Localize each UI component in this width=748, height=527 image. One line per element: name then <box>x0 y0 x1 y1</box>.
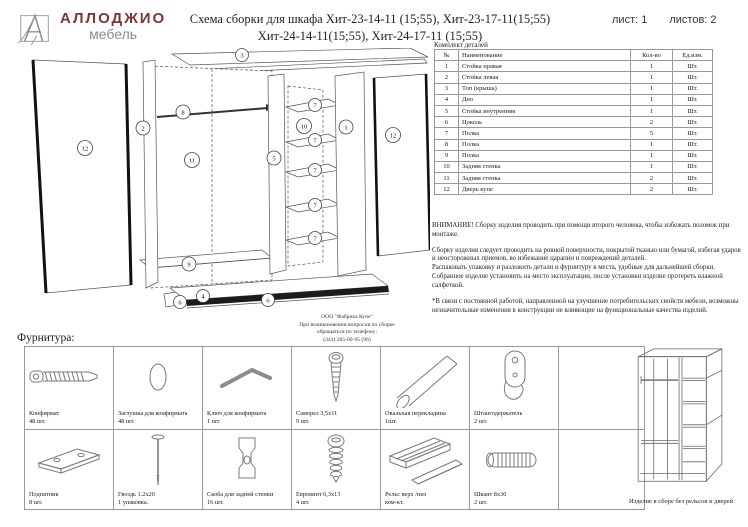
table-row: 12 Дверь купе 2 Шт. <box>435 184 713 195</box>
assembled-caption: Изделие в сборе без рельсов и дверей <box>628 498 734 505</box>
svg-text:8: 8 <box>181 109 185 117</box>
table-row: 11 Задняя стенка 2 Шт. <box>435 173 713 184</box>
right-door-part <box>374 74 430 256</box>
confirmat-screw-icon <box>27 364 111 390</box>
svg-text:10: 10 <box>300 123 308 131</box>
svg-text:1: 1 <box>344 124 348 132</box>
svg-text:7: 7 <box>313 235 317 243</box>
parts-table <box>434 49 713 195</box>
table-row: 6 Цоколь 2 Шт. <box>435 117 713 128</box>
svg-text:5: 5 <box>272 155 276 163</box>
svg-text:11: 11 <box>188 157 196 165</box>
logo-mark-icon <box>16 10 54 46</box>
page-title <box>175 11 565 45</box>
cap-icon <box>116 362 200 392</box>
table-row: 5 Стойка внутренняя 1 Шт. <box>435 105 713 116</box>
svg-text:7: 7 <box>313 102 317 110</box>
warning-text: ВНИМАНИЕ! Сборку изделия проводить при помощи второго человека, чтобы избежать поломок при монтаже. <box>432 222 730 238</box>
table-row: 7 Полка 5 Шт. <box>435 128 713 139</box>
dowel-icon <box>476 444 552 476</box>
svg-text:2: 2 <box>141 125 145 133</box>
foot-plate-icon <box>31 439 107 481</box>
table-row: 9 Полка 1 Шт. <box>435 150 713 161</box>
svg-text:12: 12 <box>81 145 89 153</box>
note-text: Распаковать упаковку и разложить детали и фурнитуру в места, удобные для дальнейшей сборки. <box>432 264 715 272</box>
fitting-cell: Саморез 3,5х11 9 шт. <box>291 346 380 429</box>
brand-subtitle: мебель <box>89 26 138 42</box>
table-row: 3 Топ (крыша) 1 Шт. <box>435 83 713 94</box>
rod-holder-icon <box>491 347 537 407</box>
svg-text:7: 7 <box>313 137 317 145</box>
right-stand-part <box>335 72 366 276</box>
table-row: 10 Задняя стенка 1 Шт. <box>435 161 713 172</box>
fitting-cell: Ключ для конфирмата 1 шт. <box>202 346 291 429</box>
oval-rod-icon <box>383 346 467 408</box>
sheet-info <box>612 14 742 26</box>
left-stand-part <box>143 60 158 288</box>
svg-text:3: 3 <box>240 52 244 60</box>
fittings-table <box>24 346 645 510</box>
fitting-cell: Шкант 8х30 2 шт. <box>469 429 558 510</box>
euro-screw-icon <box>321 432 351 488</box>
svg-text:6: 6 <box>178 299 182 307</box>
fittings-section-label: Фурнитура: <box>17 332 75 344</box>
svg-text:9: 9 <box>187 261 191 269</box>
title-line-1: Схема сборки для шкафа Хит-23-14-11 (15;55), Хит-23-17-11(15;55) <box>189 12 551 26</box>
parts-section-label: Комплект деталей <box>434 41 488 49</box>
hex-key-icon <box>212 362 282 392</box>
fitting-cell: Рельс верх /низ ком-кт. <box>380 429 469 510</box>
brand-name: АЛЛОДЖИО <box>60 10 167 27</box>
table-row: 1 Стойка правая 1 Шт. <box>435 61 713 72</box>
exploded-diagram <box>12 48 430 320</box>
fitting-cell: Подпятник 8 шт. <box>24 429 113 510</box>
table-row: 2 Стойка левая 1 Шт. <box>435 72 713 83</box>
rail-icon <box>382 432 468 488</box>
fitting-cell: Гвоздь 1.2х20 1 упаковка. <box>113 429 202 510</box>
nail-icon <box>148 431 168 489</box>
assembled-wardrobe-icon <box>629 345 733 491</box>
fitting-cell: Штангодержатель 2 шт. <box>469 346 558 429</box>
logo <box>16 10 166 46</box>
fitting-cell: Скоба для задней стенки 16 шт. <box>202 429 291 510</box>
disclaimer-text: *В связи с постоянной работой, направленной на улучшение потребительских свойств мебели, возможны незначительные изменения в конструкции не влияющие на функциональные качества изделий. <box>432 297 739 314</box>
svg-text:7: 7 <box>313 167 317 175</box>
svg-text:7: 7 <box>313 202 317 210</box>
phone-number: (343) 285-00-95 (96) <box>323 336 371 343</box>
bracket-icon <box>227 433 267 487</box>
fitting-cell: Евровинт 6,3х13 4 шт. <box>291 429 380 510</box>
manufacturer-info: ООО "Фабрика Купе" При возникновении вопросов по сборке обращаться по телефону: (343) 285-00-95 (96) <box>260 314 434 344</box>
table-row: 4 Дно 1 Шт. <box>435 94 713 105</box>
assembled-view <box>614 345 748 505</box>
self-tapping-screw-icon <box>321 350 351 404</box>
note-text: Собранное изделие установить на место эксплуатации, после установки изделие протереть влажной салфеткой. <box>432 273 723 289</box>
sheets-total: листов: 2 <box>669 14 717 26</box>
fitting-cell: Заглушка для конфирмата 48 шт. <box>113 346 202 429</box>
svg-text:6: 6 <box>266 297 270 305</box>
inner-stand-part <box>268 74 286 274</box>
title-line-2: Хит-24-14-11(15;55), Хит-24-17-11 (15;55) <box>257 28 483 43</box>
svg-text:4: 4 <box>201 293 205 301</box>
left-door-part <box>33 60 131 293</box>
svg-text:12: 12 <box>389 132 397 140</box>
fitting-cell: Конфирмат 48 шт. <box>24 346 113 429</box>
table-row: 8 Полка 1 Шт. <box>435 139 713 150</box>
parts-header-row: № Наименование Кол-во Ед.изм. <box>435 50 713 61</box>
sheet-number: лист: 1 <box>612 14 648 26</box>
assembly-notes <box>432 222 742 315</box>
fitting-cell: Овальная перекладина 1шт. <box>380 346 469 429</box>
note-text: Сборку изделия следует проводить на ровной поверхности, покрытой тканью или бумагой, избегая ударов и неосторожных приемов, во избежание царапин и повреждений деталей. <box>432 246 741 263</box>
